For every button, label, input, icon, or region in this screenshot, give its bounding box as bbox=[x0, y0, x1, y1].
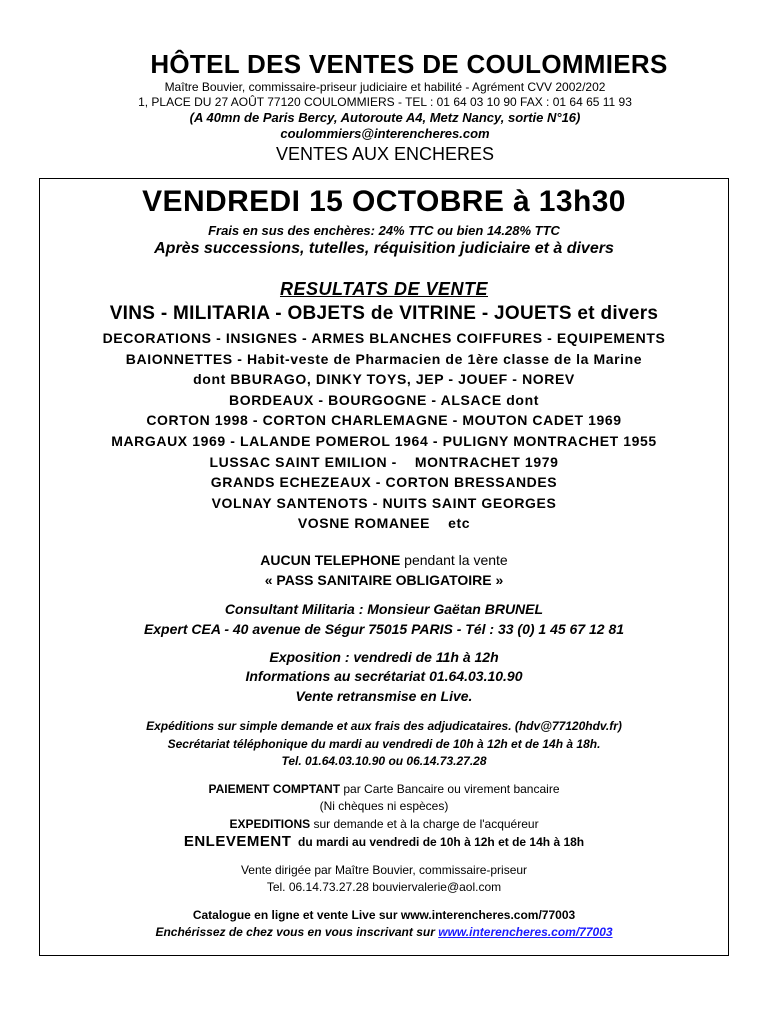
no-phone-rest: pendant la vente bbox=[400, 551, 508, 568]
header-title: HÔTEL DES VENTES DE COULOMMIERS bbox=[150, 49, 668, 79]
lot-line: MARGAUX 1969 - LALANDE POMEROL 1964 - PULIGNY MONTRACHET 1955 bbox=[111, 432, 657, 449]
live-broadcast: Vente retransmise en Live. bbox=[295, 687, 473, 704]
lot-line: dont BBURAGO, DINKY TOYS, JEP - JOUEF - NOREV bbox=[193, 371, 575, 388]
shipping-line-3: Tel. 01.64.03.10.90 ou 06.14.73.27.28 bbox=[281, 754, 487, 769]
header-subtitle: VENTES AUX ENCHERES bbox=[275, 144, 495, 164]
lot-line: CORTON 1998 - CORTON CHARLEMAGNE - MOUTON CADET 1969 bbox=[146, 412, 622, 429]
no-phone-bold: AUCUN TELEPHONE bbox=[260, 551, 401, 568]
expedition-bold: EXPEDITIONS bbox=[229, 816, 311, 831]
removal-bold: ENLEVEMENT bbox=[183, 833, 292, 851]
removal-rest: du mardi au vendredi de 10h à 12h et de 14h à 18h bbox=[291, 835, 585, 850]
auctioneer-contact: Tel. 06.14.73.27.28 bouviervalerie@aol.com bbox=[266, 880, 502, 895]
lot-line: VOLNAY SANTENOTS - NUITS SAINT GEORGES bbox=[211, 494, 557, 511]
header-auctioneer-line: Maître Bouvier, commissaire-priseur judiciaire et habilité - Agrément CVV 2002/202 bbox=[164, 80, 606, 94]
no-phone-notice bbox=[40, 550, 728, 570]
lot-line: GRANDS ECHEZEAUX - CORTON BRESSANDES bbox=[210, 474, 558, 491]
header-address-line: 1, PLACE DU 27 AOÛT 77120 COULOMMIERS - TEL : 01 64 03 10 90 FAX : 01 64 65 11 93 bbox=[138, 95, 632, 109]
header-directions-line: (A 40mn de Paris Bercy, Autoroute A4, Metz Nancy, sortie N°16) bbox=[189, 110, 581, 125]
lot-line: LUSSAC SAINT EMILION - MONTRACHET 1979 bbox=[209, 453, 559, 470]
interencheres-link[interactable]: www.interencheres.com/77003 bbox=[438, 925, 613, 940]
sale-announcement-box bbox=[39, 178, 729, 956]
lot-line: DECORATIONS - INSIGNES - ARMES BLANCHES COIFFURES - EQUIPEMENTS bbox=[102, 330, 666, 346]
lot-line: BAIONNETTES - Habit-veste de Pharmacien de 1ère classe de la Marine bbox=[125, 350, 643, 367]
header-email: coulommiers@interencheres.com bbox=[280, 126, 490, 141]
payment-line bbox=[40, 781, 728, 799]
consultant-militaria: Consultant Militaria : Monsieur Gaëtan BRUNEL bbox=[224, 600, 544, 617]
sale-date-title: VENDREDI 15 OCTOBRE à 13h30 bbox=[142, 185, 626, 218]
results-heading: RESULTATS DE VENTE bbox=[279, 279, 488, 299]
lot-line: BORDEAUX - BOURGOGNE - ALSACE dont bbox=[229, 391, 539, 408]
online-catalog: Catalogue en ligne et vente Live sur www.interencheres.com/77003 bbox=[192, 907, 576, 922]
bid-online-line bbox=[40, 924, 728, 942]
sale-categories: VINS - MILITARIA - OBJETS de VITRINE - JOUETS et divers bbox=[109, 303, 659, 324]
sale-fees: Frais en sus des enchères: 24% TTC ou bien 14.28% TTC bbox=[208, 223, 560, 238]
lot-line: VOSNE ROMANEE etc bbox=[297, 515, 471, 532]
sale-origin: Après successions, tutelles, réquisition judiciaire et à divers bbox=[154, 240, 614, 257]
shipping-line-2: Secrétariat téléphonique du mardi au vendredi de 10h à 12h et de 14h à 18h. bbox=[167, 736, 601, 751]
lots-list bbox=[40, 328, 728, 534]
removal-line bbox=[40, 833, 728, 852]
page-header bbox=[0, 0, 770, 165]
expert-contact: Expert CEA - 40 avenue de Ségur 75015 PARIS - Tél : 33 (0) 1 45 67 12 81 bbox=[143, 620, 625, 637]
exposition-time: Exposition : vendredi de 11h à 12h bbox=[269, 648, 499, 665]
payment-note: (Ni chèques ni espèces) bbox=[319, 799, 449, 814]
bid-online-text: Enchérissez de chez vous en vous inscrivant sur bbox=[155, 925, 439, 940]
payment-bold: PAIEMENT COMPTANT bbox=[208, 781, 341, 796]
shipping-line-1: Expéditions sur simple demande et aux frais des adjudicataires. (hdv@77120hdv.fr) bbox=[146, 719, 622, 734]
directed-by: Vente dirigée par Maître Bouvier, commissaire-priseur bbox=[240, 862, 528, 877]
expedition-rest: sur demande et à la charge de l'acquéreur bbox=[310, 816, 539, 831]
payment-rest: par Carte Bancaire ou virement bancaire bbox=[340, 781, 560, 796]
secretariat-info: Informations au secrétariat 01.64.03.10.90 bbox=[245, 668, 523, 685]
pass-sanitaire: « PASS SANITAIRE OBLIGATOIRE » bbox=[264, 571, 504, 588]
expedition-line bbox=[40, 816, 728, 834]
